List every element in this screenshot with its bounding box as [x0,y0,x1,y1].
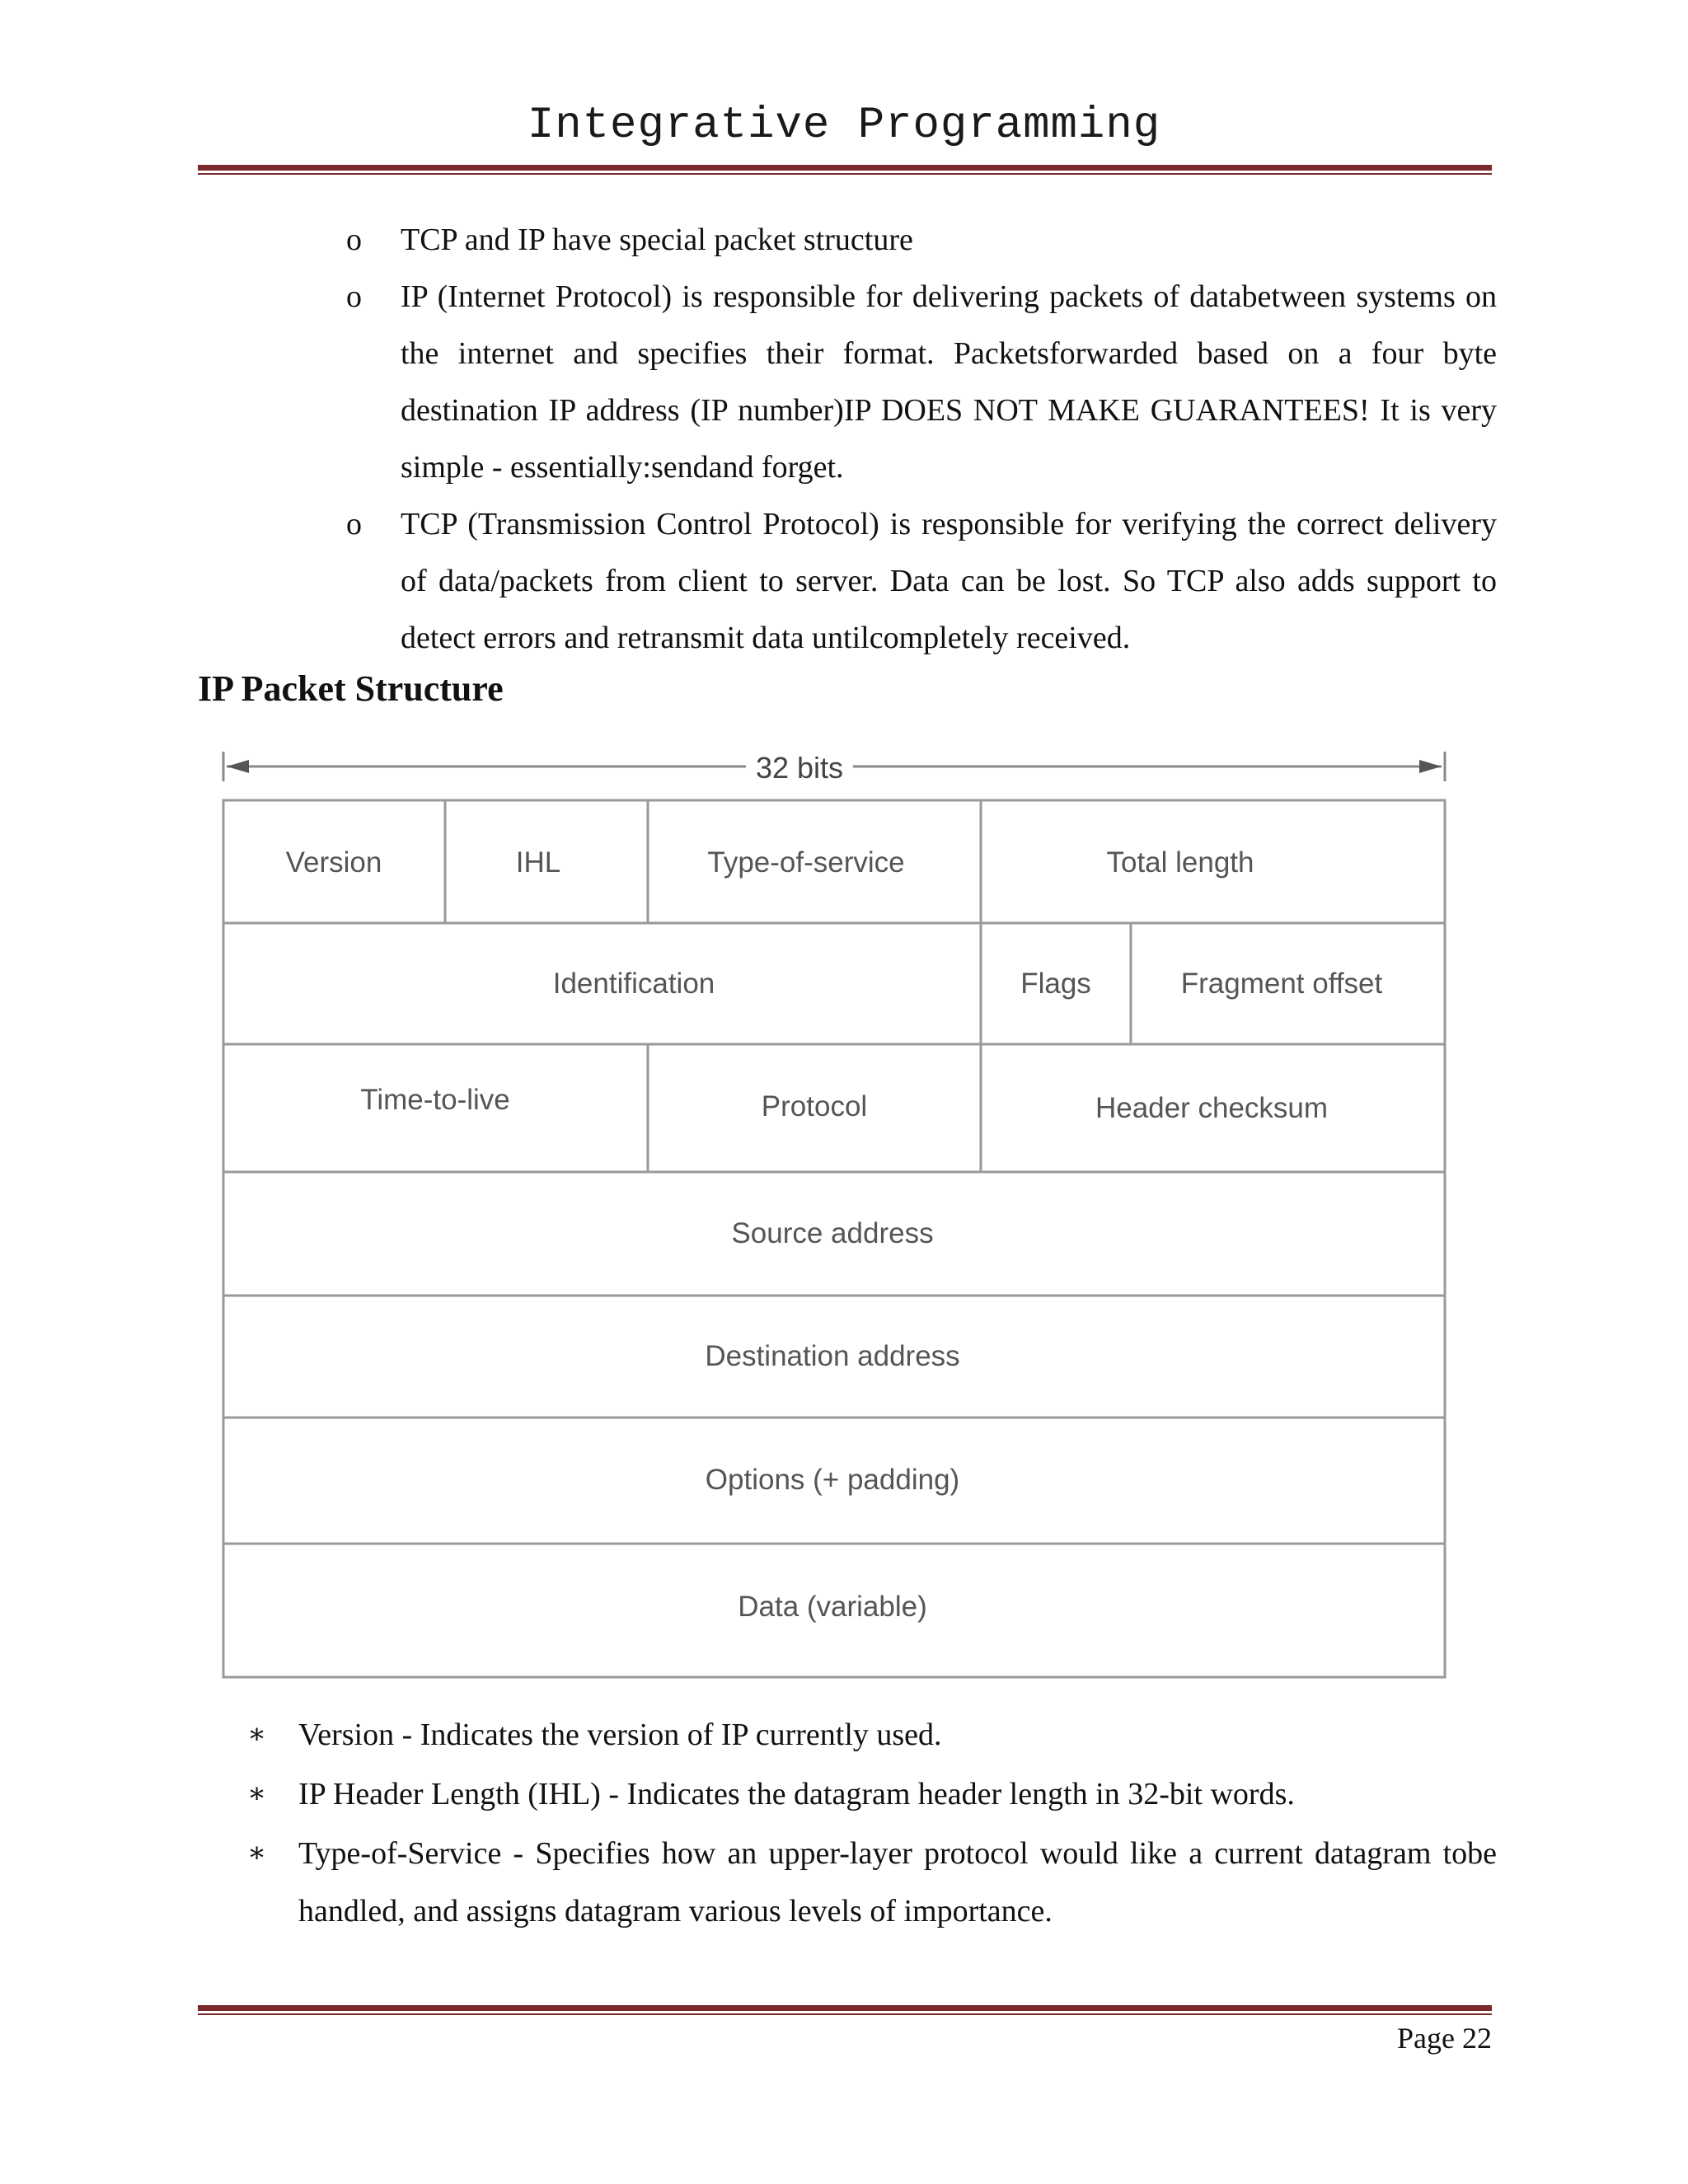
field-header-checksum: Header checksum [1095,1092,1329,1124]
field-type-of-service: Type-of-service [707,846,905,879]
field-ihl: IHL [515,846,561,879]
list-item [346,496,1497,667]
field-flags: Flags [1020,968,1091,1000]
ip-packet-diagram [214,746,1467,1685]
width-label: 32 bits [746,751,853,785]
field-fragment-offset: Fragment offset [1180,968,1383,1000]
bullet-marker: ∗ [247,1719,267,1750]
field-bullet-list [247,1706,1497,1942]
field-source-address: Source address [731,1217,934,1249]
arrow-right-icon [1419,760,1442,773]
field-data: Data (variable) [738,1591,927,1623]
bullet-marker: o [346,279,362,314]
bullet-marker: o [346,223,362,257]
page-header-title: Integrative Programming [527,101,1161,151]
list-item [346,212,1497,269]
list-item [247,1706,1497,1764]
page-number: Page 22 [1397,2022,1492,2055]
field-options: Options (+ padding) [705,1464,960,1496]
list-item-text: Type-of-Service - Specifies how an upper-layer protocol would like a current datagram tobe handled, and assigns datagram various levels of importance. [298,1836,1497,1929]
list-item-text: TCP (Transmission Control Protocol) is responsible for verifying the correct delivery of data/packets from client to server. Data can be lost. So TCP also adds support to detect errors and retransmit data untilcompletely received. [401,507,1497,655]
list-item-text: IP Header Length (IHL) - Indicates the datagram header length in 32-bit words. [298,1777,1295,1811]
footer-rule [198,2005,1492,2015]
list-item [247,1825,1497,1940]
arrow-left-icon [227,760,249,773]
header-rule [198,165,1492,175]
field-total-length: Total length [1106,846,1254,879]
list-item-text: TCP and IP have special packet structure [401,223,913,257]
list-item-text: IP (Internet Protocol) is responsible for delivering packets of databetween systems on the internet and specifies their format. Packetsforwarded based on a four byte destination IP address (IP number)IP DOES NOT MAKE GUARANTEES! It is very simple - essentially:sendand forget. [401,279,1497,485]
list-item-text: Version - Indicates the version of IP currently used. [298,1718,942,1752]
intro-bullet-list [346,212,1497,667]
section-heading: IP Packet Structure [198,668,504,709]
field-time-to-live: Time-to-live [360,1084,510,1116]
bullet-marker: o [346,507,362,541]
packet-grid [214,746,1467,1685]
bullet-marker: ∗ [247,1838,267,1868]
list-item [346,269,1497,496]
list-item [247,1765,1497,1823]
field-identification: Identification [552,968,715,1000]
field-protocol: Protocol [761,1090,868,1122]
field-destination-address: Destination address [705,1340,960,1372]
field-version: Version [285,846,382,879]
bullet-marker: ∗ [247,1779,267,1809]
